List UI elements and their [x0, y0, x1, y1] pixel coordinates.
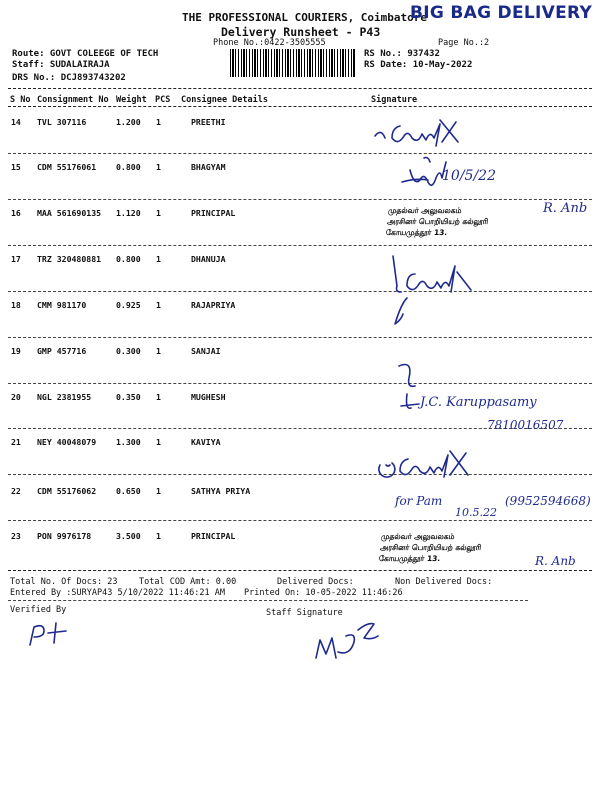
staff-signature	[310, 612, 390, 667]
non-delivered-docs: Non Delivered Docs:	[395, 577, 493, 587]
row-pcs: 1	[156, 346, 161, 356]
row-sno: 17	[11, 254, 21, 264]
barcode	[230, 49, 355, 77]
footer-rule	[8, 600, 528, 601]
page-number: Page No.:2	[438, 38, 490, 48]
row-consignment-no: CMM 981170	[37, 300, 87, 310]
row-pcs: 1	[156, 437, 161, 447]
col-weight: Weight	[116, 95, 147, 105]
row-divider	[8, 383, 592, 384]
header-rule-top	[8, 88, 592, 89]
name-row-20: J.C. Karuppasamy	[420, 395, 537, 410]
phone-row-20: 7810016507	[487, 418, 564, 432]
row-consignee: PRINCIPAL	[191, 208, 236, 218]
row-pcs: 1	[156, 300, 161, 310]
row-sno: 20	[11, 392, 21, 402]
row-pcs: 1	[156, 162, 161, 172]
col-consignment-no: Consignment No	[37, 95, 109, 105]
row-consignment-no: GMP 457716	[37, 346, 87, 356]
col-consignee-details: Consignee Details	[181, 95, 268, 105]
principal-seal-row-23: முதல்வர் அலுவலகம் அரசினர் பொறியியற் கல்லூரி கோயமுத்தூர் 13.	[378, 532, 482, 563]
row-sno: 22	[11, 486, 21, 496]
row-sno: 16	[11, 208, 21, 218]
total-docs: Total No. Of Docs: 23	[10, 577, 118, 587]
for-row-22: for Pam	[395, 494, 443, 508]
row-weight: 0.800	[116, 162, 141, 172]
row-consignment-no: NEY 40048079	[37, 437, 97, 447]
initials-row-16: R. Anb	[543, 201, 588, 216]
row-consignee: DHANUJA	[191, 254, 226, 264]
row-consignee: BHAGYAM	[191, 162, 226, 172]
row-pcs: 1	[156, 486, 161, 496]
printed-on: Printed On: 10-05-2022 11:46:26	[244, 588, 403, 598]
row-divider	[8, 337, 592, 338]
rs-date: RS Date: 10-May-2022	[364, 60, 473, 70]
col-signature: Signature	[371, 95, 418, 105]
table-rule-bottom	[8, 570, 592, 571]
entered-by: Entered By :SURYAP43 5/10/2022 11:46:21 AM	[10, 588, 225, 598]
principal-seal-row-16: முதல்வர் அலுவலகம் அரசினர் பொறியியற் கல்லூரி கோயமுத்தூர் 13.	[385, 206, 489, 237]
row-divider	[8, 520, 592, 521]
initials-row-23: R. Anb	[535, 554, 576, 568]
signature-row-17-18	[385, 252, 515, 332]
row-consignee: RAJAPRIYA	[191, 300, 236, 310]
signature-row-21	[372, 445, 512, 485]
header-rule-bottom	[8, 106, 592, 107]
row-weight: 3.500	[116, 531, 141, 541]
route: Route: GOVT COLEEGE OF TECH	[12, 49, 159, 59]
row-sno: 14	[11, 117, 21, 127]
row-pcs: 1	[156, 531, 161, 541]
row-consignment-no: CDM 55176062	[37, 486, 97, 496]
row-consignee: PREETHI	[191, 117, 226, 127]
staff-signature-label: Staff Signature	[266, 608, 343, 618]
row-weight: 1.300	[116, 437, 141, 447]
row-sno: 19	[11, 346, 21, 356]
col-pcs: PCS	[155, 95, 171, 105]
row-pcs: 1	[156, 392, 161, 402]
row-divider	[8, 245, 592, 246]
row-sno: 18	[11, 300, 21, 310]
row-consignee: MUGHESH	[191, 392, 226, 402]
row-consignee: KAVIYA	[191, 437, 221, 447]
total-cod-amount: Total COD Amt: 0.00	[139, 577, 237, 587]
date-row-22: 10.5.22	[455, 506, 497, 519]
signature-row-15	[400, 156, 510, 196]
row-consignee: PRINCIPAL	[191, 531, 236, 541]
row-consignment-no: CDM 55176061	[37, 162, 97, 172]
staff-name: Staff: SUDALAIRAJA	[12, 60, 110, 70]
row-weight: 1.200	[116, 117, 141, 127]
phone-number: Phone No.:0422-3505555	[213, 38, 326, 48]
row-weight: 0.650	[116, 486, 141, 496]
drs-number: DRS No.: DCJ893743202	[12, 73, 126, 83]
row-consignment-no: TVL 307116	[37, 117, 87, 127]
signature-row-14	[370, 112, 500, 152]
row-sno: 15	[11, 162, 21, 172]
row-consignee: SATHYA PRIYA	[191, 486, 251, 496]
col-sno: S No	[10, 95, 31, 105]
row-divider	[8, 199, 592, 200]
delivered-docs: Delivered Docs:	[277, 577, 354, 587]
row-pcs: 1	[156, 254, 161, 264]
big-bag-delivery-stamp: BIG BAG DELIVERY	[410, 3, 593, 23]
date-row-15: 10/5/22	[442, 168, 496, 184]
row-sno: 23	[11, 531, 21, 541]
row-divider	[8, 153, 592, 154]
row-weight: 0.300	[116, 346, 141, 356]
row-weight: 0.925	[116, 300, 141, 310]
runsheet-title: Delivery Runsheet - P43	[221, 25, 381, 39]
signature-hook-row-20	[395, 360, 435, 420]
row-weight: 0.350	[116, 392, 141, 402]
row-consignment-no: MAA 561690135	[37, 208, 102, 218]
rs-number: RS No.: 937432	[364, 49, 440, 59]
row-weight: 1.120	[116, 208, 141, 218]
phone-row-22: (9952594668)	[505, 494, 591, 508]
row-consignment-no: NGL 2381955	[37, 392, 92, 402]
row-weight: 0.800	[116, 254, 141, 264]
row-consignment-no: PON 9976178	[37, 531, 92, 541]
row-consignee: SANJAI	[191, 346, 221, 356]
verified-by-label: Verified By	[10, 605, 67, 615]
row-consignment-no: TRZ 320480881	[37, 254, 102, 264]
verifier-signature	[22, 615, 82, 655]
row-sno: 21	[11, 437, 21, 447]
company-title: THE PROFESSIONAL COURIERS, Coimbatore	[182, 11, 428, 24]
row-pcs: 1	[156, 208, 161, 218]
row-pcs: 1	[156, 117, 161, 127]
